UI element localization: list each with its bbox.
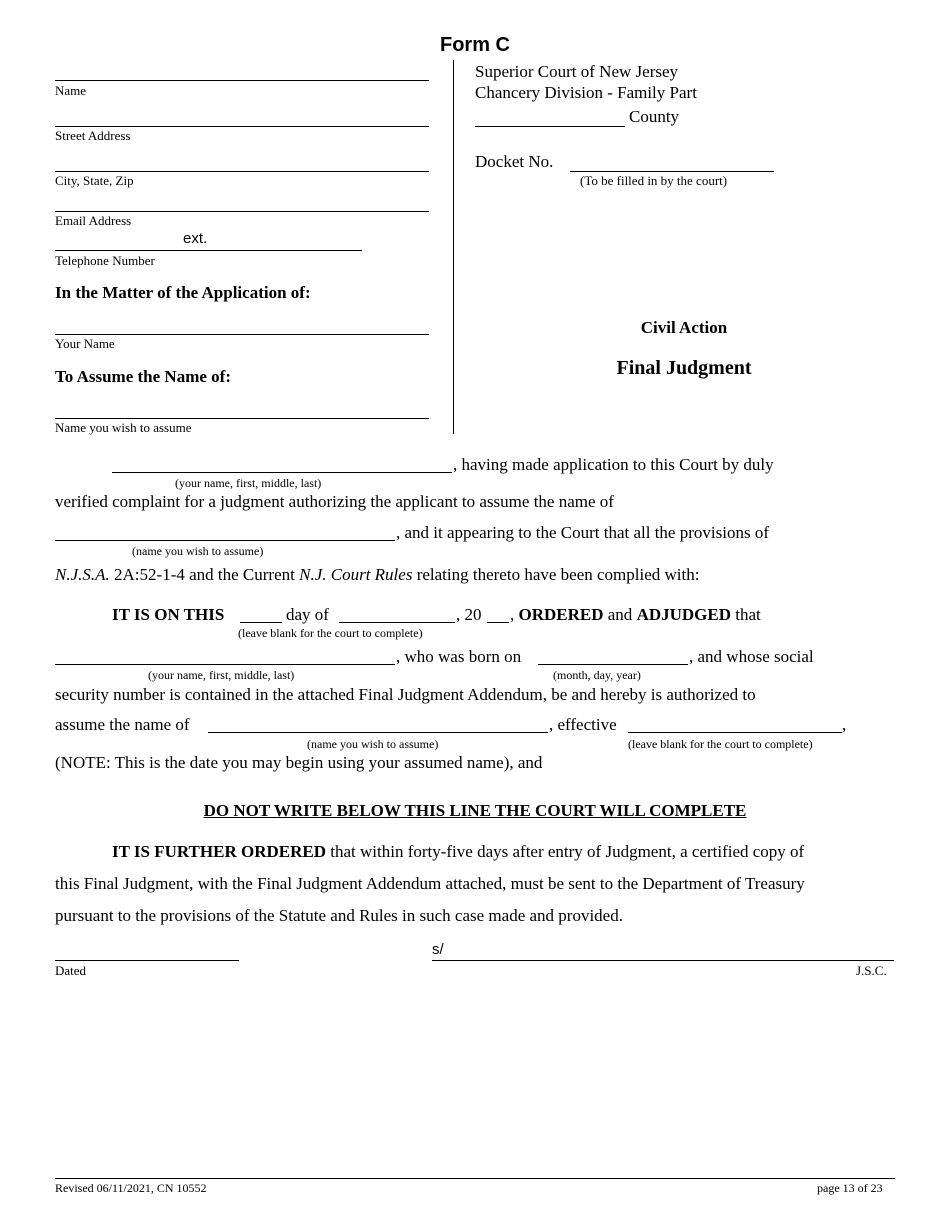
day-of-label: day of: [286, 605, 329, 624]
judge-signature-line[interactable]: [432, 960, 894, 961]
jsc-label: J.S.C.: [856, 963, 887, 978]
civil-action: Civil Action: [640, 318, 728, 337]
docket-line[interactable]: [570, 171, 774, 172]
ext-label: ext.: [183, 230, 208, 247]
assume-heading: To Assume the Name of:: [55, 367, 231, 386]
legal-name-field[interactable]: [55, 647, 395, 665]
assume-label: Name you wish to assume: [55, 420, 192, 435]
it-is-on-this: IT IS ON THIS: [112, 605, 225, 624]
dated-line[interactable]: [55, 960, 239, 961]
dated-label: Dated: [55, 963, 87, 978]
further-line-2: this Final Judgment, with the Final Judgment Addendum attached, must be sent to the Department of Treasury: [55, 874, 805, 893]
day-field[interactable]: [240, 605, 282, 623]
further-line-1: [112, 842, 804, 862]
name-label: Name: [55, 83, 87, 98]
phone-label: Telephone Number: [55, 253, 155, 268]
p3-text: , and it appearing to the Court that all the provisions of: [396, 523, 769, 542]
revised-label: Revised 06/11/2021, CN 10552: [55, 1181, 207, 1195]
njsa-cite: N.J.S.A.: [55, 565, 110, 584]
form-title: Form C: [440, 34, 510, 56]
and-word: and: [607, 605, 633, 624]
email-label: Email Address: [55, 213, 132, 228]
court-name: Superior Court of New Jersey: [475, 62, 679, 81]
p6-date-hint: (month, day, year): [553, 668, 641, 682]
court-rules-cite: N.J. Court Rules: [299, 565, 413, 584]
effective-label: , effective: [549, 715, 617, 734]
year-field[interactable]: [487, 605, 509, 623]
do-not-write-warning: DO NOT WRITE BELOW THIS LINE THE COURT WILL COMPLETE: [203, 801, 747, 820]
ordered-phrase: , ORDERED and ADJUDGED that: [510, 605, 761, 624]
effective-comma: ,: [842, 715, 847, 734]
born-on-label: , who was born on: [396, 647, 522, 666]
month-field[interactable]: [339, 605, 455, 623]
assume-line[interactable]: [55, 418, 429, 419]
county-label: County: [629, 107, 680, 126]
further-line-3: pursuant to the provisions of the Statute and Rules in such case made and provided.: [55, 906, 623, 925]
birth-date-field[interactable]: [538, 647, 688, 665]
p8-name-hint: (name you wish to assume): [307, 737, 439, 751]
county-line[interactable]: [475, 126, 625, 127]
p5-hint: (leave blank for the court to complete): [238, 626, 423, 640]
effective-date-field[interactable]: [628, 715, 842, 733]
adjudged-word: ADJUDGED: [636, 605, 732, 624]
applicant-name-field[interactable]: [112, 455, 452, 473]
p1-text: , having made application to this Court by duly: [453, 455, 774, 474]
name-line[interactable]: [55, 80, 429, 81]
your-name-label: Your Name: [55, 336, 115, 351]
docket-note: (To be filled in by the court): [580, 173, 728, 188]
assumed-name-field[interactable]: [208, 715, 548, 733]
page-number: page 13 of 23: [817, 1181, 883, 1195]
your-name-line[interactable]: [55, 334, 429, 335]
twenty-label: , 20: [456, 605, 482, 624]
street-line[interactable]: [55, 126, 429, 127]
email-line[interactable]: [55, 211, 429, 212]
footer-rule: [55, 1178, 895, 1179]
social-label: , and whose social: [689, 647, 814, 666]
docket-label: Docket No.: [475, 152, 554, 171]
new-name-field[interactable]: [55, 523, 395, 541]
p8-blank-hint: (leave blank for the court to complete): [628, 737, 813, 751]
p4-end: relating thereto have been complied with:: [416, 565, 700, 584]
p6-name-hint: (your name, first, middle, last): [148, 668, 295, 682]
city-line[interactable]: [55, 171, 429, 172]
p4-mid: 2A:52-1-4 and the Current: [114, 565, 295, 584]
final-judgment-title: Final Judgment: [616, 357, 752, 379]
p3-hint: (name you wish to assume): [132, 544, 264, 558]
phone-line[interactable]: [55, 250, 362, 251]
city-label: City, State, Zip: [55, 173, 134, 188]
p1-hint: (your name, first, middle, last): [175, 476, 322, 490]
assume-name-label: assume the name of: [55, 715, 190, 734]
further-ordered: IT IS FURTHER ORDERED: [112, 842, 326, 861]
that-word: that: [735, 605, 761, 624]
p2-text: verified complaint for a judgment authorizing the applicant to assume the name of: [55, 492, 614, 511]
division-name: Chancery Division - Family Part: [475, 83, 697, 102]
street-label: Street Address: [55, 128, 131, 143]
signature-prefix: s/: [432, 941, 444, 958]
p4-text: [55, 565, 699, 585]
matter-heading: In the Matter of the Application of:: [55, 283, 311, 302]
note-text: (NOTE: This is the date you may begin using your assumed name), and: [55, 753, 543, 772]
p7-text: security number is contained in the attached Final Judgment Addendum, be and hereby is authorized to: [55, 685, 756, 704]
ordered-word: ORDERED: [518, 605, 604, 624]
further-text-1: that within forty-five days after entry of Judgment, a certified copy of: [330, 842, 805, 861]
